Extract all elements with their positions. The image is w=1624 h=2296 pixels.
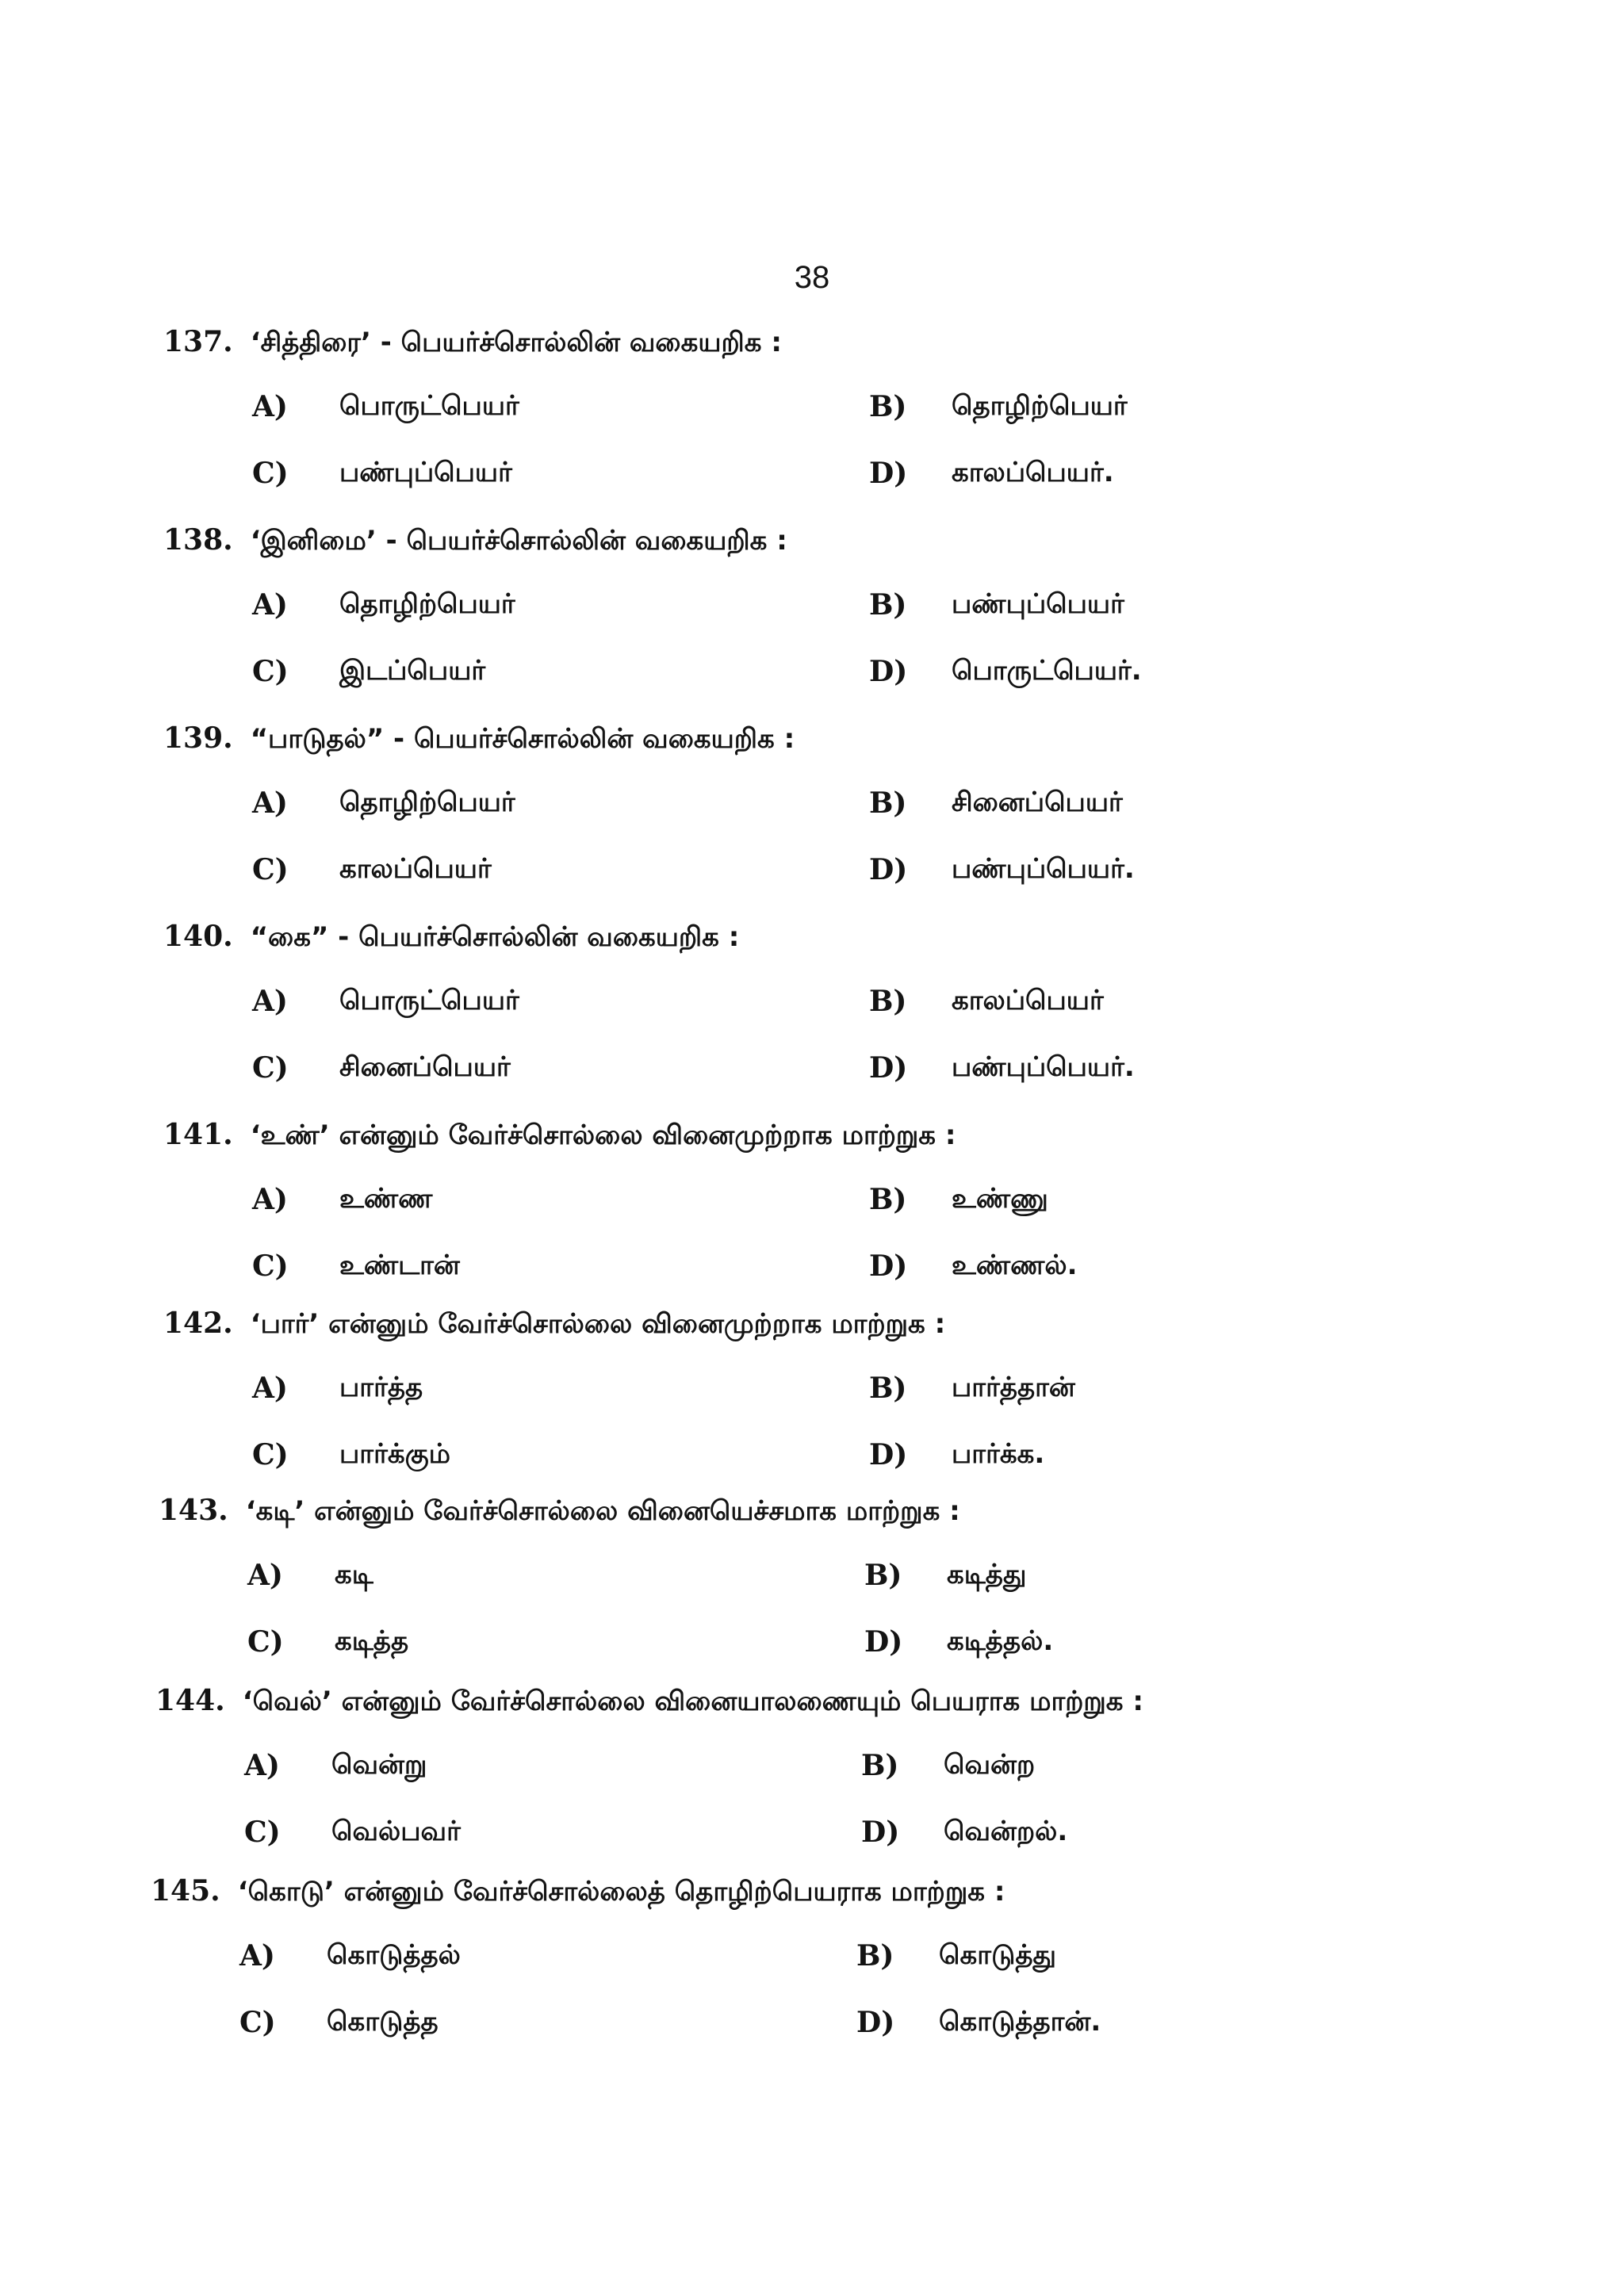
question-number: 141. bbox=[163, 1118, 233, 1151]
option-text: சினைப்பெயர் bbox=[339, 1051, 511, 1083]
option-letter: C) bbox=[252, 457, 289, 490]
option-text: காலப்பெயர் bbox=[339, 853, 492, 885]
question-line bbox=[163, 523, 787, 560]
option-text: தொழிற்பெயர் bbox=[339, 588, 515, 620]
question-line bbox=[155, 1684, 1143, 1720]
option-letter: B) bbox=[861, 1749, 899, 1782]
option-letter: D) bbox=[856, 2006, 895, 2039]
option-letter: A) bbox=[252, 1183, 288, 1216]
page-number: 38 bbox=[794, 260, 830, 295]
option-text: கடி bbox=[335, 1559, 373, 1590]
question-text: ‘கடி’ என்னும் வேர்ச்சொல்லை வினையெச்சமாக மாற்றுக : bbox=[245, 1495, 960, 1527]
option-text: கடித்த bbox=[335, 1625, 409, 1657]
option-text: வெல்பவர் bbox=[331, 1816, 461, 1847]
option-letter: D) bbox=[869, 1438, 908, 1471]
question-144 bbox=[155, 1684, 1503, 1882]
option-text: பண்புப்பெயர். bbox=[952, 853, 1135, 885]
option-letter: A) bbox=[239, 1939, 275, 1973]
question-141 bbox=[163, 1118, 1511, 1316]
option-letter: D) bbox=[869, 655, 908, 688]
option-text: காலப்பெயர். bbox=[952, 457, 1114, 488]
question-143 bbox=[159, 1494, 1507, 1692]
question-line bbox=[163, 325, 782, 362]
option-text: பண்புப்பெயர். bbox=[952, 1051, 1135, 1083]
option-text: கொடுத்தான். bbox=[939, 2006, 1101, 2038]
option-text: பார்க்கும் bbox=[339, 1438, 450, 1470]
option-text: பொருட்பெயர். bbox=[952, 655, 1142, 687]
question-text: “கை” - பெயர்ச்சொல்லின் வகையறிக : bbox=[250, 921, 740, 953]
option-text: கொடுத்து bbox=[939, 1939, 1056, 1971]
option-letter: A) bbox=[252, 1372, 288, 1405]
option-letter: B) bbox=[864, 1559, 902, 1592]
option-letter: A) bbox=[252, 985, 288, 1018]
option-letter: A) bbox=[252, 786, 288, 820]
question-number: 139. bbox=[163, 721, 233, 755]
question-139 bbox=[163, 721, 1511, 920]
option-letter: D) bbox=[864, 1625, 903, 1659]
option-text: கொடுத்தல் bbox=[327, 1939, 461, 1971]
question-number: 138. bbox=[163, 523, 233, 557]
question-text: ‘இனிமை’ - பெயர்ச்சொல்லின் வகையறிக : bbox=[250, 525, 787, 557]
option-letter: A) bbox=[247, 1559, 283, 1592]
option-letter: C) bbox=[252, 655, 289, 688]
option-letter: A) bbox=[244, 1749, 280, 1782]
question-text: ‘பார்’ என்னும் வேர்ச்சொல்லை வினைமுற்றாக மாற்றுக : bbox=[250, 1308, 946, 1340]
question-text: ‘வெல்’ என்னும் வேர்ச்சொல்லை வினையாலணையும் பெயராக மாற்றுக : bbox=[242, 1686, 1143, 1717]
option-text: வென்றல். bbox=[944, 1816, 1068, 1847]
question-line bbox=[163, 1307, 945, 1343]
question-137 bbox=[163, 325, 1511, 523]
question-number: 137. bbox=[163, 325, 233, 358]
question-140 bbox=[163, 920, 1511, 1118]
option-letter: D) bbox=[861, 1816, 900, 1849]
question-line bbox=[163, 721, 795, 758]
option-letter: C) bbox=[244, 1816, 281, 1849]
option-text: உண்ணல். bbox=[952, 1249, 1078, 1281]
question-number: 142. bbox=[163, 1307, 233, 1340]
question-142 bbox=[163, 1307, 1511, 1505]
option-text: வென்று bbox=[331, 1749, 427, 1781]
option-letter: B) bbox=[869, 588, 907, 622]
option-letter: D) bbox=[869, 1051, 908, 1085]
option-letter: C) bbox=[252, 1051, 289, 1085]
question-text: ‘உண்’ என்னும் வேர்ச்சொல்லை வினைமுற்றாக மாற்றுக : bbox=[250, 1119, 956, 1151]
option-letter: C) bbox=[252, 853, 289, 886]
option-text: உண்டான் bbox=[339, 1249, 460, 1281]
option-text: காலப்பெயர் bbox=[952, 985, 1104, 1016]
option-text: வென்ற bbox=[944, 1749, 1036, 1781]
question-number: 143. bbox=[159, 1494, 228, 1527]
option-letter: B) bbox=[869, 390, 907, 423]
question-line bbox=[163, 1118, 956, 1154]
question-145 bbox=[151, 1874, 1499, 2072]
question-line bbox=[159, 1494, 960, 1530]
question-number: 145. bbox=[151, 1874, 220, 1908]
option-letter: B) bbox=[869, 786, 907, 820]
option-letter: D) bbox=[869, 457, 908, 490]
question-text: ‘சித்திரை’ - பெயர்ச்சொல்லின் வகையறிக : bbox=[250, 327, 782, 358]
option-text: பண்புப்பெயர் bbox=[339, 457, 512, 488]
question-line bbox=[151, 1874, 1005, 1911]
option-text: பார்க்க. bbox=[952, 1438, 1045, 1470]
option-text: தொழிற்பெயர் bbox=[952, 390, 1128, 422]
option-text: கொடுத்த bbox=[327, 2006, 439, 2038]
option-letter: B) bbox=[856, 1939, 894, 1973]
option-letter: B) bbox=[869, 1183, 907, 1216]
option-text: இடப்பெயர் bbox=[339, 655, 486, 687]
option-letter: C) bbox=[252, 1438, 289, 1471]
question-text: ‘கொடு’ என்னும் வேர்ச்சொல்லைத் தொழிற்பெயராக மாற்றுக : bbox=[237, 1876, 1005, 1908]
option-letter: C) bbox=[247, 1625, 284, 1659]
option-letter: D) bbox=[869, 853, 908, 886]
option-text: கடித்தல். bbox=[947, 1625, 1054, 1657]
option-text: உண்ண bbox=[339, 1183, 433, 1215]
option-letter: A) bbox=[252, 588, 288, 622]
option-letter: D) bbox=[869, 1249, 908, 1283]
question-number: 144. bbox=[155, 1684, 225, 1717]
question-line bbox=[163, 920, 739, 956]
question-text: “பாடுதல்” - பெயர்ச்சொல்லின் வகையறிக : bbox=[250, 723, 795, 755]
option-text: உண்ணு bbox=[952, 1183, 1048, 1215]
option-text: பண்புப்பெயர் bbox=[952, 588, 1124, 620]
option-letter: B) bbox=[869, 1372, 907, 1405]
option-text: பார்த்த bbox=[339, 1372, 423, 1403]
option-text: பொருட்பெயர் bbox=[339, 390, 519, 422]
option-text: பார்த்தான் bbox=[952, 1372, 1075, 1403]
question-138 bbox=[163, 523, 1511, 721]
option-text: தொழிற்பெயர் bbox=[339, 786, 515, 818]
option-letter: A) bbox=[252, 390, 288, 423]
option-letter: C) bbox=[239, 2006, 276, 2039]
option-text: கடித்து bbox=[947, 1559, 1027, 1590]
option-text: சினைப்பெயர் bbox=[952, 786, 1123, 818]
option-text: பொருட்பெயர் bbox=[339, 985, 519, 1016]
option-letter: B) bbox=[869, 985, 907, 1018]
option-letter: C) bbox=[252, 1249, 289, 1283]
question-number: 140. bbox=[163, 920, 233, 953]
